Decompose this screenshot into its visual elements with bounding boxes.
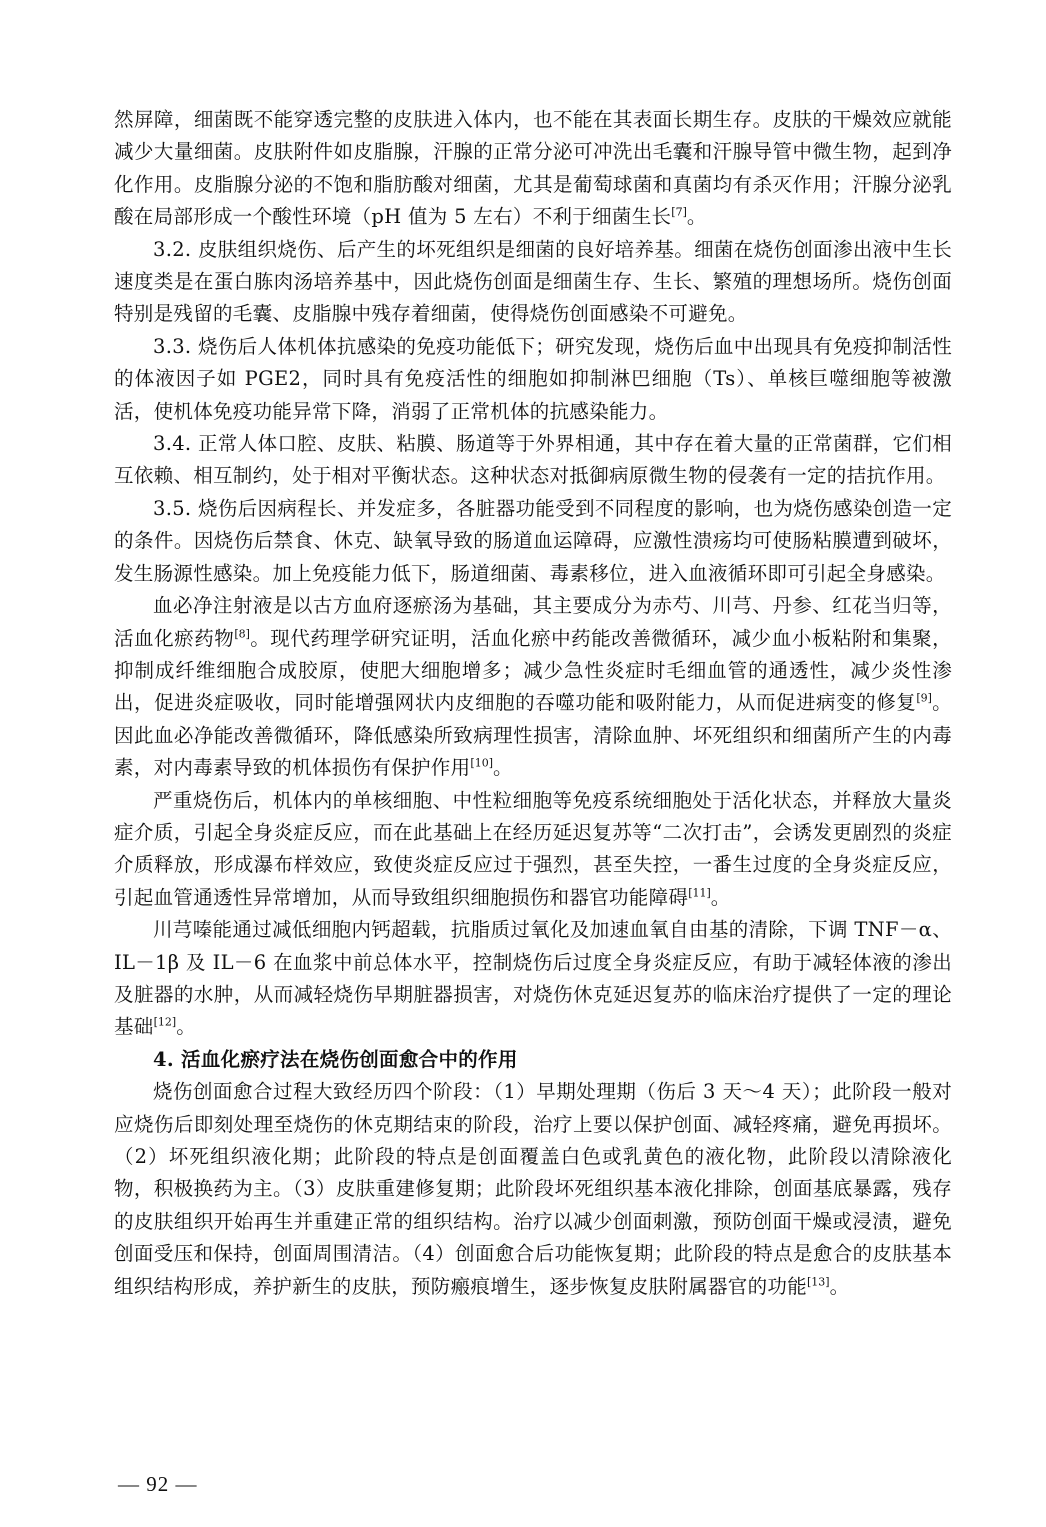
text-run: 4. 活血化瘀疗法在烧伤创面愈合中的作用 xyxy=(153,1047,518,1071)
citation-ref: [12] xyxy=(153,1015,177,1029)
paragraph-ligustrazine xyxy=(114,914,952,1044)
citation-ref: [13] xyxy=(807,1275,830,1289)
text-run: 。因此血必净能改善微循环，降低感染所致病理性损害，清除血肿、坏死组织和细菌所产生的内毒素，对内毒素导致的机体损伤有保护作用 xyxy=(114,691,952,780)
text-run: 。现代药理学研究证明，活血化瘀中药能改善微循环，减少血小板粘附和集聚，抑制成纤维细胞合成胶原，使肥大细胞增多；减少急性炎症时毛细血管的通透性，减少炎性渗出，促进炎症吸收，同时能增强网状内皮细胞的吞噬功能和吸附能力，从而促进病变的修复 xyxy=(114,626,952,715)
text-run: 。 xyxy=(829,1274,850,1298)
page-number: — 92 — xyxy=(118,1472,198,1496)
citation-ref: [7] xyxy=(671,205,687,219)
text-run: 3.3. 烧伤后人体机体抗感染的免疫功能低下；研究发现，烧伤后血中出现具有免疫抑制活性的体液因子如 PGE2，同时具有免疫活性的细胞如抑制淋巴细胞（Ts）、单核巨噬细胞等被激活，使机体免疫功能异常下降，消弱了正常机体的抗感染能力。 xyxy=(114,334,952,423)
paragraph-3-5 xyxy=(114,493,952,590)
paragraph-severe-burn xyxy=(114,785,952,915)
text-run: 然屏障，细菌既不能穿透完整的皮肤进入体内，也不能在其表面长期生存。皮肤的干燥效应就能减少大量细菌。皮肤附件如皮脂腺，汗腺的正常分泌可冲洗出毛囊和汗腺导管中微生物，起到净化作用。皮脂腺分泌的不饱和脂肪酸对细菌，尤其是葡萄球菌和真菌均有杀灭作用；汗腺分泌乳酸在局部形成一个酸性环境（pH 值为 5 左右）不利于细菌生长 xyxy=(114,108,952,229)
text-run: 3.5. 烧伤后因病程长、并发症多，各脏器功能受到不同程度的影响，也为烧伤感染创造一定的条件。因烧伤后禁食、休克、缺氧导致的肠道血运障碍，应激性溃疡均可使肠粘膜遭到破坏，发生肠源性感染。加上免疫能力低下，肠道细菌、毒素移位，进入血液循环即可引起全身感染。 xyxy=(114,496,952,585)
text-run: 。 xyxy=(710,885,731,909)
citation-ref: [11] xyxy=(688,886,711,900)
text-run: 3.4. 正常人体口腔、皮肤、粘膜、肠道等于外界相通，其中存在着大量的正常菌群，它们相互依赖、相互制约，处于相对平衡状态。这种状态对抵御病原微生物的侵袭有一定的拮抗作用。 xyxy=(114,432,952,488)
text-run: 血必净注射液是以古方血府逐瘀汤为基础，其主要成分为赤芍、川芎、丹参、红花当归等，活血化瘀药物 xyxy=(114,594,952,650)
section-heading-4 xyxy=(114,1044,952,1076)
text-run: 川芎嗪能通过减低细胞内钙超载，抗脂质过氧化及加速血氧自由基的清除，下调 TNF－α、IL－1β 及 IL－6 在血浆中前总体水平，控制烧伤后过度全身炎症反应，有助于减轻体液的渗出及脏器的水肿，从而减轻烧伤早期脏器损害，对烧伤休克延迟复苏的临床治疗提供了一定的理论基础 xyxy=(114,918,952,1039)
text-run: 严重烧伤后，机体内的单核细胞、中性粒细胞等免疫系统细胞处于活化状态，并释放大量炎症介质，引起全身炎症反应，而在此基础上在经历延迟复苏等“二次打击”，会诱发更剧烈的炎症介质释放，形成瀑布样效应，致使炎症反应过于强烈，甚至失控，一番生过度的全身炎症反应，引起血管通透性异常增加，从而导致组织细胞损伤和器官功能障碍 xyxy=(114,788,952,909)
text-run: 烧伤创面愈合过程大致经历四个阶段：（1）早期处理期（伤后 3 天～4 天）；此阶段一般对应烧伤后即刻处理至烧伤的休克期结束的阶段，治疗上要以保护创面、减轻疼痛，避免再损坏。（2）坏死组织液化期；此阶段的特点是创面覆盖白色或乳黄色的液化物，此阶段以清除液化物，积极换药为主。（3）皮肤重建修复期；此阶段坏死组织基本液化排除，创面基底暴露，残存的皮肤组织开始再生并重建正常的组织结构。治疗以减少创面刺激，预防创面干燥或浸渍，避免创面受压和保持，创面周围清洁。（4）创面愈合后功能恢复期；此阶段的特点是愈合的皮肤基本组织结构形成，养护新生的皮肤，预防瘢痕增生，逐步恢复皮肤附属器官的功能 xyxy=(114,1080,952,1298)
text-run: 。 xyxy=(176,1015,197,1039)
citation-ref: [8] xyxy=(234,627,250,640)
body-text xyxy=(114,104,952,1303)
paragraph-skin-barrier-cont xyxy=(114,104,952,234)
text-run: 3.2. 皮肤组织烧伤、后产生的坏死组织是细菌的良好培养基。细菌在烧伤创面渗出液中生长速度类是在蛋白胨肉汤培养基中，因此烧伤创面是细菌生存、生长、繁殖的理想场所。烧伤创面特别是残留的毛囊、皮脂腺中残存着细菌，使得烧伤创面感染不可避免。 xyxy=(114,237,952,326)
paragraph-3-4 xyxy=(114,428,952,493)
citation-ref: [10] xyxy=(470,756,493,770)
text-run: 。 xyxy=(493,756,513,780)
paragraph-3-2 xyxy=(114,234,952,331)
paragraph-wound-healing xyxy=(114,1076,952,1303)
text-run: 。 xyxy=(686,205,707,229)
citation-ref: [9] xyxy=(916,691,932,705)
paragraph-3-3 xyxy=(114,331,952,428)
paragraph-xuebijing xyxy=(114,590,952,784)
